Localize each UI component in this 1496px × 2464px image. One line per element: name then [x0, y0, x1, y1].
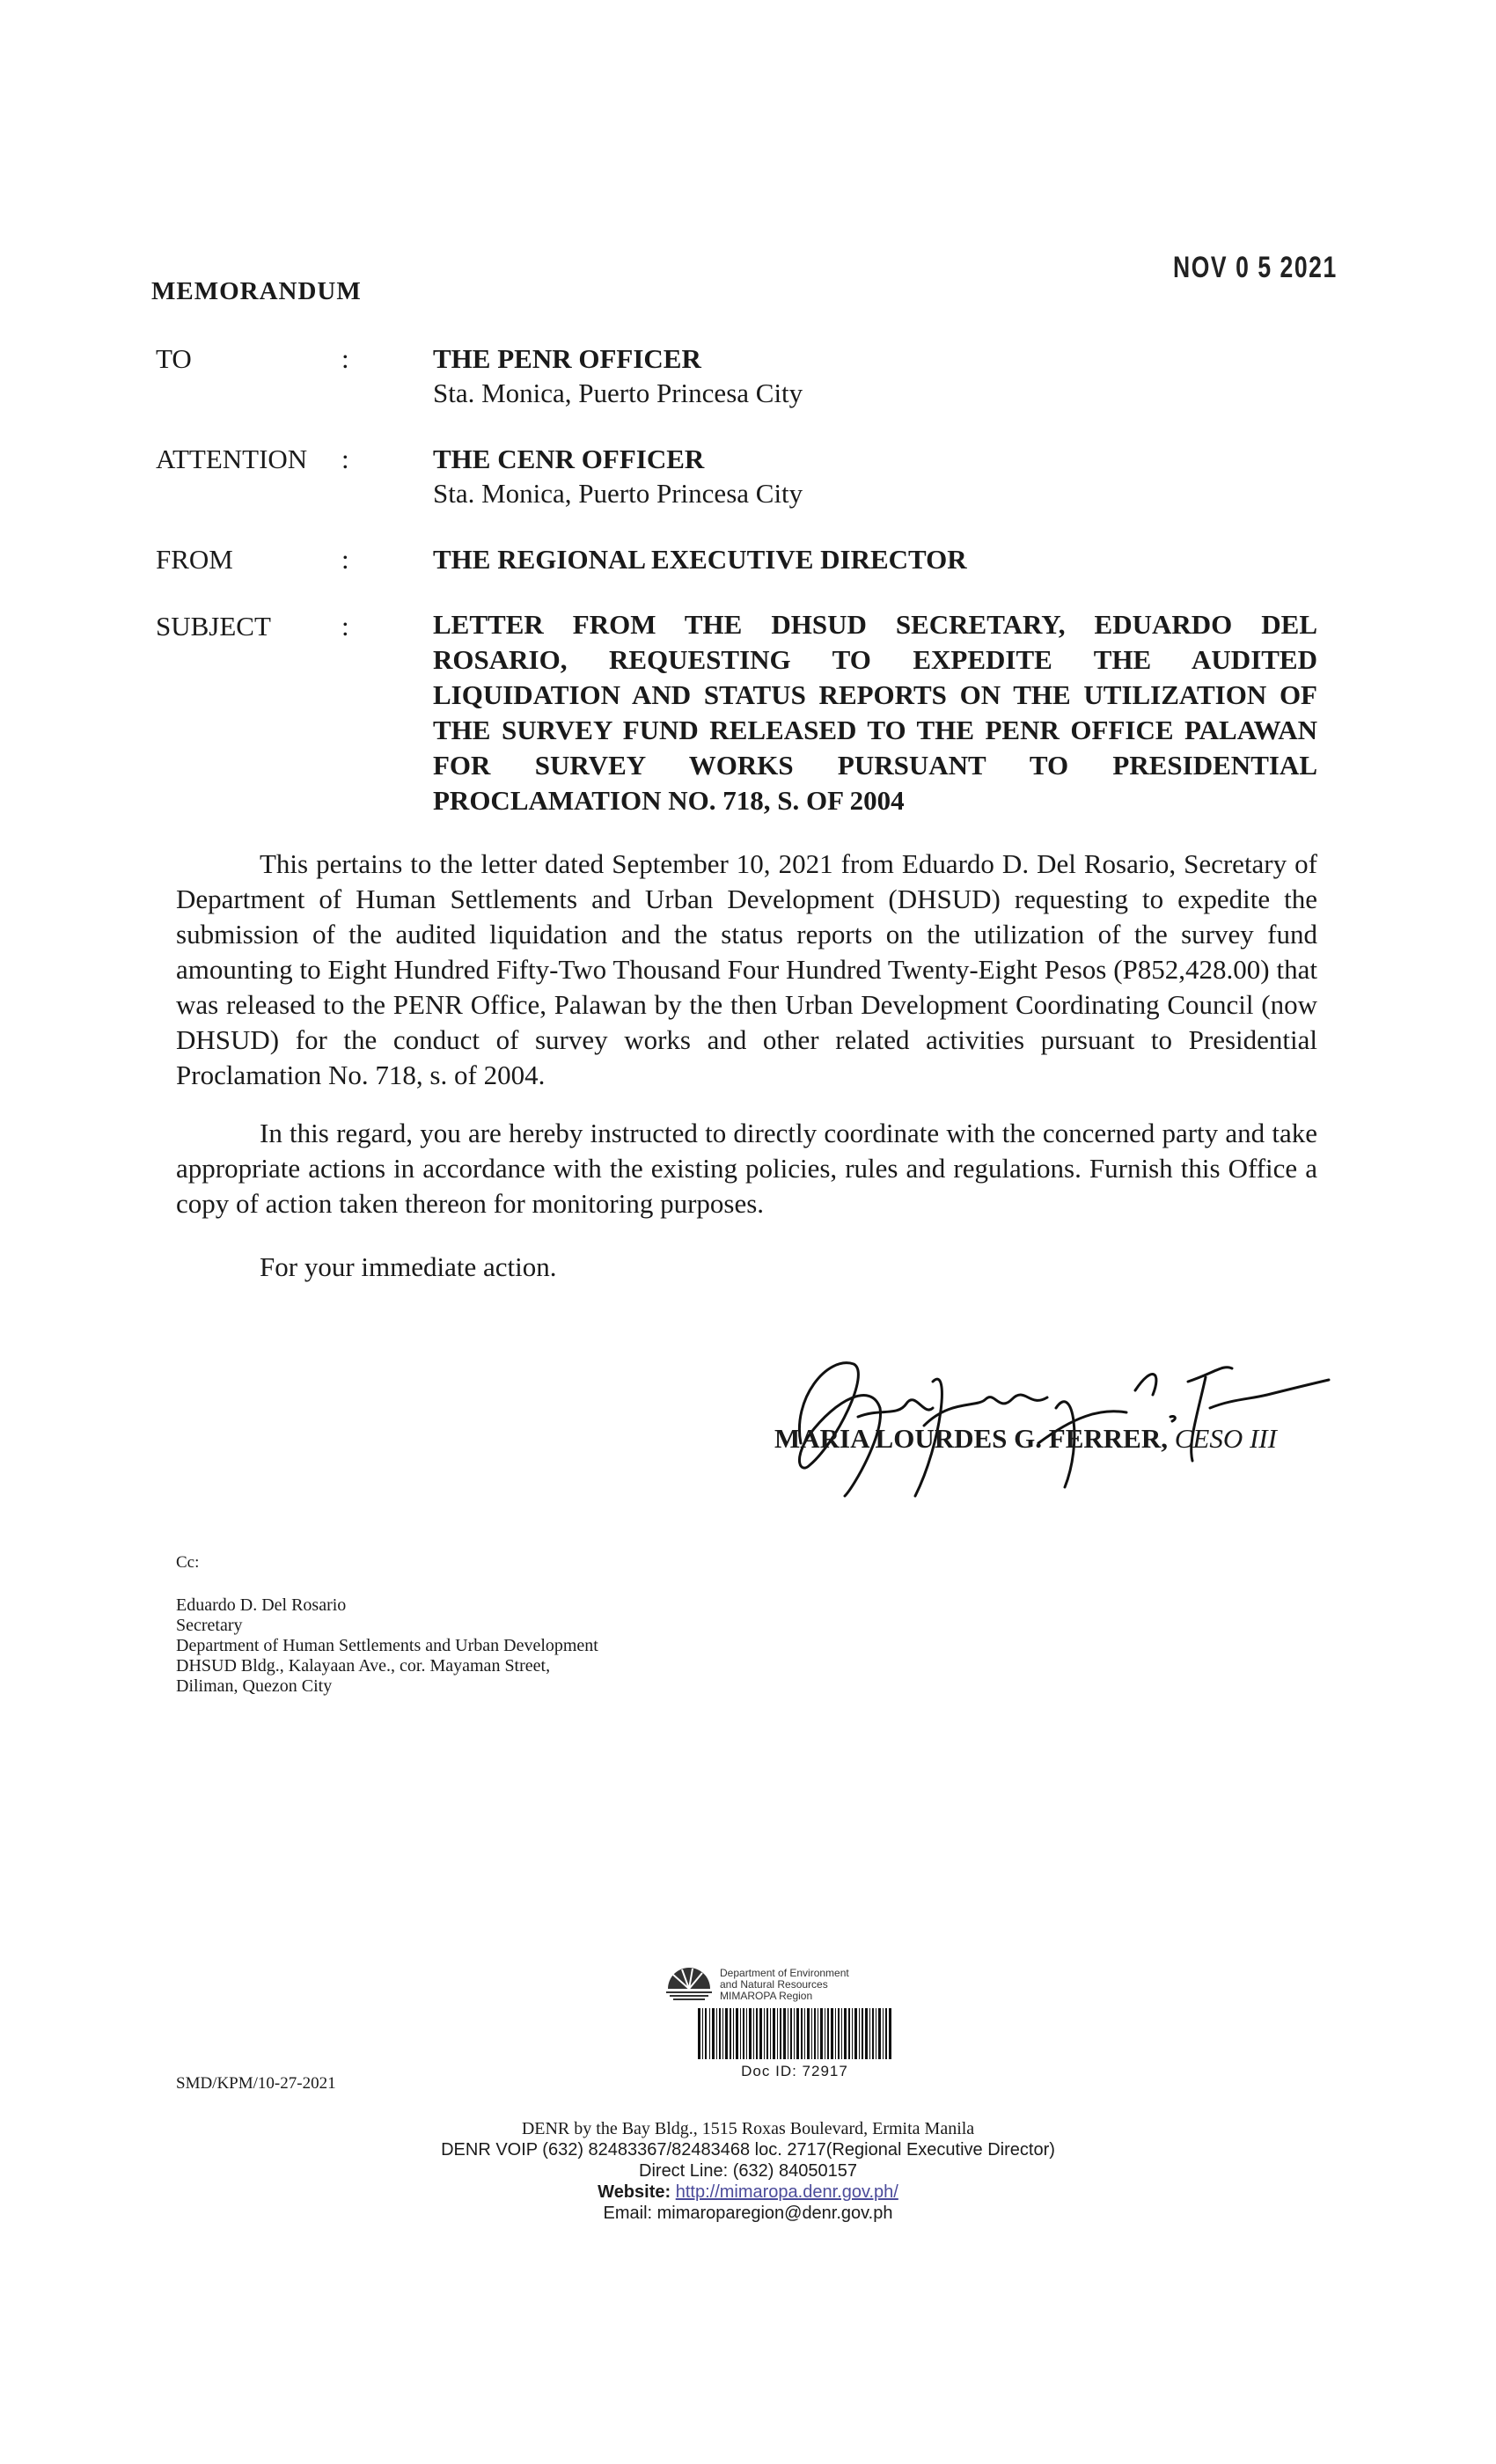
- cc-position: Secretary: [176, 1616, 243, 1635]
- subject-text: LETTER FROM THE DHSUD SECRETARY, EDUARDO DEL ROSARIO, REQUESTING TO EXPEDITE THE AUDITED LIQUIDATION AND STATUS REPORTS ON THE UTILIZATION OF THE SURVEY FUND RELEASED TO THE PENR OFFICE PALAWAN FOR SURVEY WORKS PURSUANT TO PRESIDENTIAL PROCLAMATION NO. 718, S. OF 2004: [433, 609, 1317, 816]
- footer-website-label: Website:: [598, 2182, 671, 2202]
- subject-label: SUBJECT: [156, 611, 271, 642]
- stamp-line-1: Department of Environment: [720, 1967, 849, 1979]
- barcode-icon: [698, 2008, 891, 2059]
- footer-direct-line: Direct Line: (632) 84050157: [639, 2161, 857, 2181]
- date-stamp: NOV 0 5 2021: [1173, 251, 1338, 284]
- to-colon: :: [341, 343, 349, 374]
- handwritten-signature: [774, 1311, 1338, 1514]
- cc-name: Eduardo D. Del Rosario: [176, 1595, 347, 1615]
- subject-colon: :: [341, 611, 349, 642]
- closing-line: For your immediate action.: [260, 1251, 557, 1282]
- to-address: Sta. Monica, Puerto Princesa City: [433, 378, 803, 408]
- memo-title: MEMORANDUM: [151, 277, 362, 305]
- stamp-line-3: MIMAROPA Region: [720, 1990, 813, 2002]
- cc-address-line-1: DHSUD Bldg., Kalayaan Ave., cor. Mayaman Street,: [176, 1656, 551, 1676]
- footer-address: DENR by the Bay Bldg., 1515 Roxas Boulevard, Ermita Manila: [521, 2119, 975, 2138]
- attention-recipient: [433, 442, 1317, 510]
- footer-email: Email: mimaroparegion@denr.gov.ph: [603, 2204, 893, 2223]
- attention-name: THE CENR OFFICER: [433, 444, 705, 474]
- cc-address-line-2: Diliman, Quezon City: [176, 1676, 333, 1696]
- body-paragraph-2: In this regard, you are hereby instructed to directly coordinate with the concerned party and take appropriate actions in accordance with the existing policies, rules and regulations. Furnish this Office a copy of action taken thereon for monitoring purposes.: [176, 1118, 1317, 1219]
- to-recipient: [433, 341, 1317, 410]
- attention-colon: :: [341, 444, 349, 474]
- footer: [264, 2118, 1232, 2224]
- from-colon: :: [341, 544, 349, 575]
- footer-website: [264, 2182, 1232, 2203]
- attention-label: ATTENTION: [156, 444, 308, 474]
- signatory-name: [774, 1423, 1277, 1455]
- doc-id: Doc ID: 72917: [741, 2063, 848, 2079]
- body-paragraph-1: This pertains to the letter dated September 10, 2021 from Eduardo D. Del Rosario, Secretary of Department of Human Settlements and Urban Development (DHSUD) requesting to expedite the submission of the audited liquidation and the status reports on the utilization of the survey fund amounting to Eight Hundred Fifty-Two Thousand Four Hundred Twenty-Eight Pesos (P852,428.00) that was released to the PENR Office, Palawan by the then Urban Development Coordinating Council (now DHSUD) for the conduct of survey works and other related activities pursuant to Presidential Proclamation No. 718, s. of 2004.: [176, 848, 1317, 1090]
- to-name: THE PENR OFFICER: [433, 343, 701, 374]
- from-label: FROM: [156, 544, 233, 575]
- signatory-title: CESO III: [1174, 1423, 1277, 1454]
- cc-label: Cc:: [176, 1553, 200, 1572]
- stamp-line-2: and Natural Resources: [720, 1978, 828, 1991]
- cc-department: Department of Human Settlements and Urban Development: [176, 1636, 598, 1655]
- receiving-stamp: [663, 1955, 927, 2087]
- footer-voip: DENR VOIP (632) 82483367/82483468 loc. 2717(Regional Executive Director): [441, 2140, 1055, 2160]
- to-label: TO: [156, 343, 192, 374]
- footer-website-link[interactable]: http://mimaropa.denr.gov.ph/: [675, 2182, 898, 2202]
- stamp-agency-text: [720, 1968, 849, 2002]
- denr-logo-icon: [663, 1962, 715, 2001]
- reference-code: SMD/KPM/10-27-2021: [176, 2074, 336, 2093]
- signatory-full-name: MARIA LOURDES G. FERRER,: [774, 1423, 1168, 1454]
- attention-address: Sta. Monica, Puerto Princesa City: [433, 478, 803, 509]
- from-name: THE REGIONAL EXECUTIVE DIRECTOR: [433, 544, 967, 575]
- cc-recipient-block: [176, 1595, 598, 1697]
